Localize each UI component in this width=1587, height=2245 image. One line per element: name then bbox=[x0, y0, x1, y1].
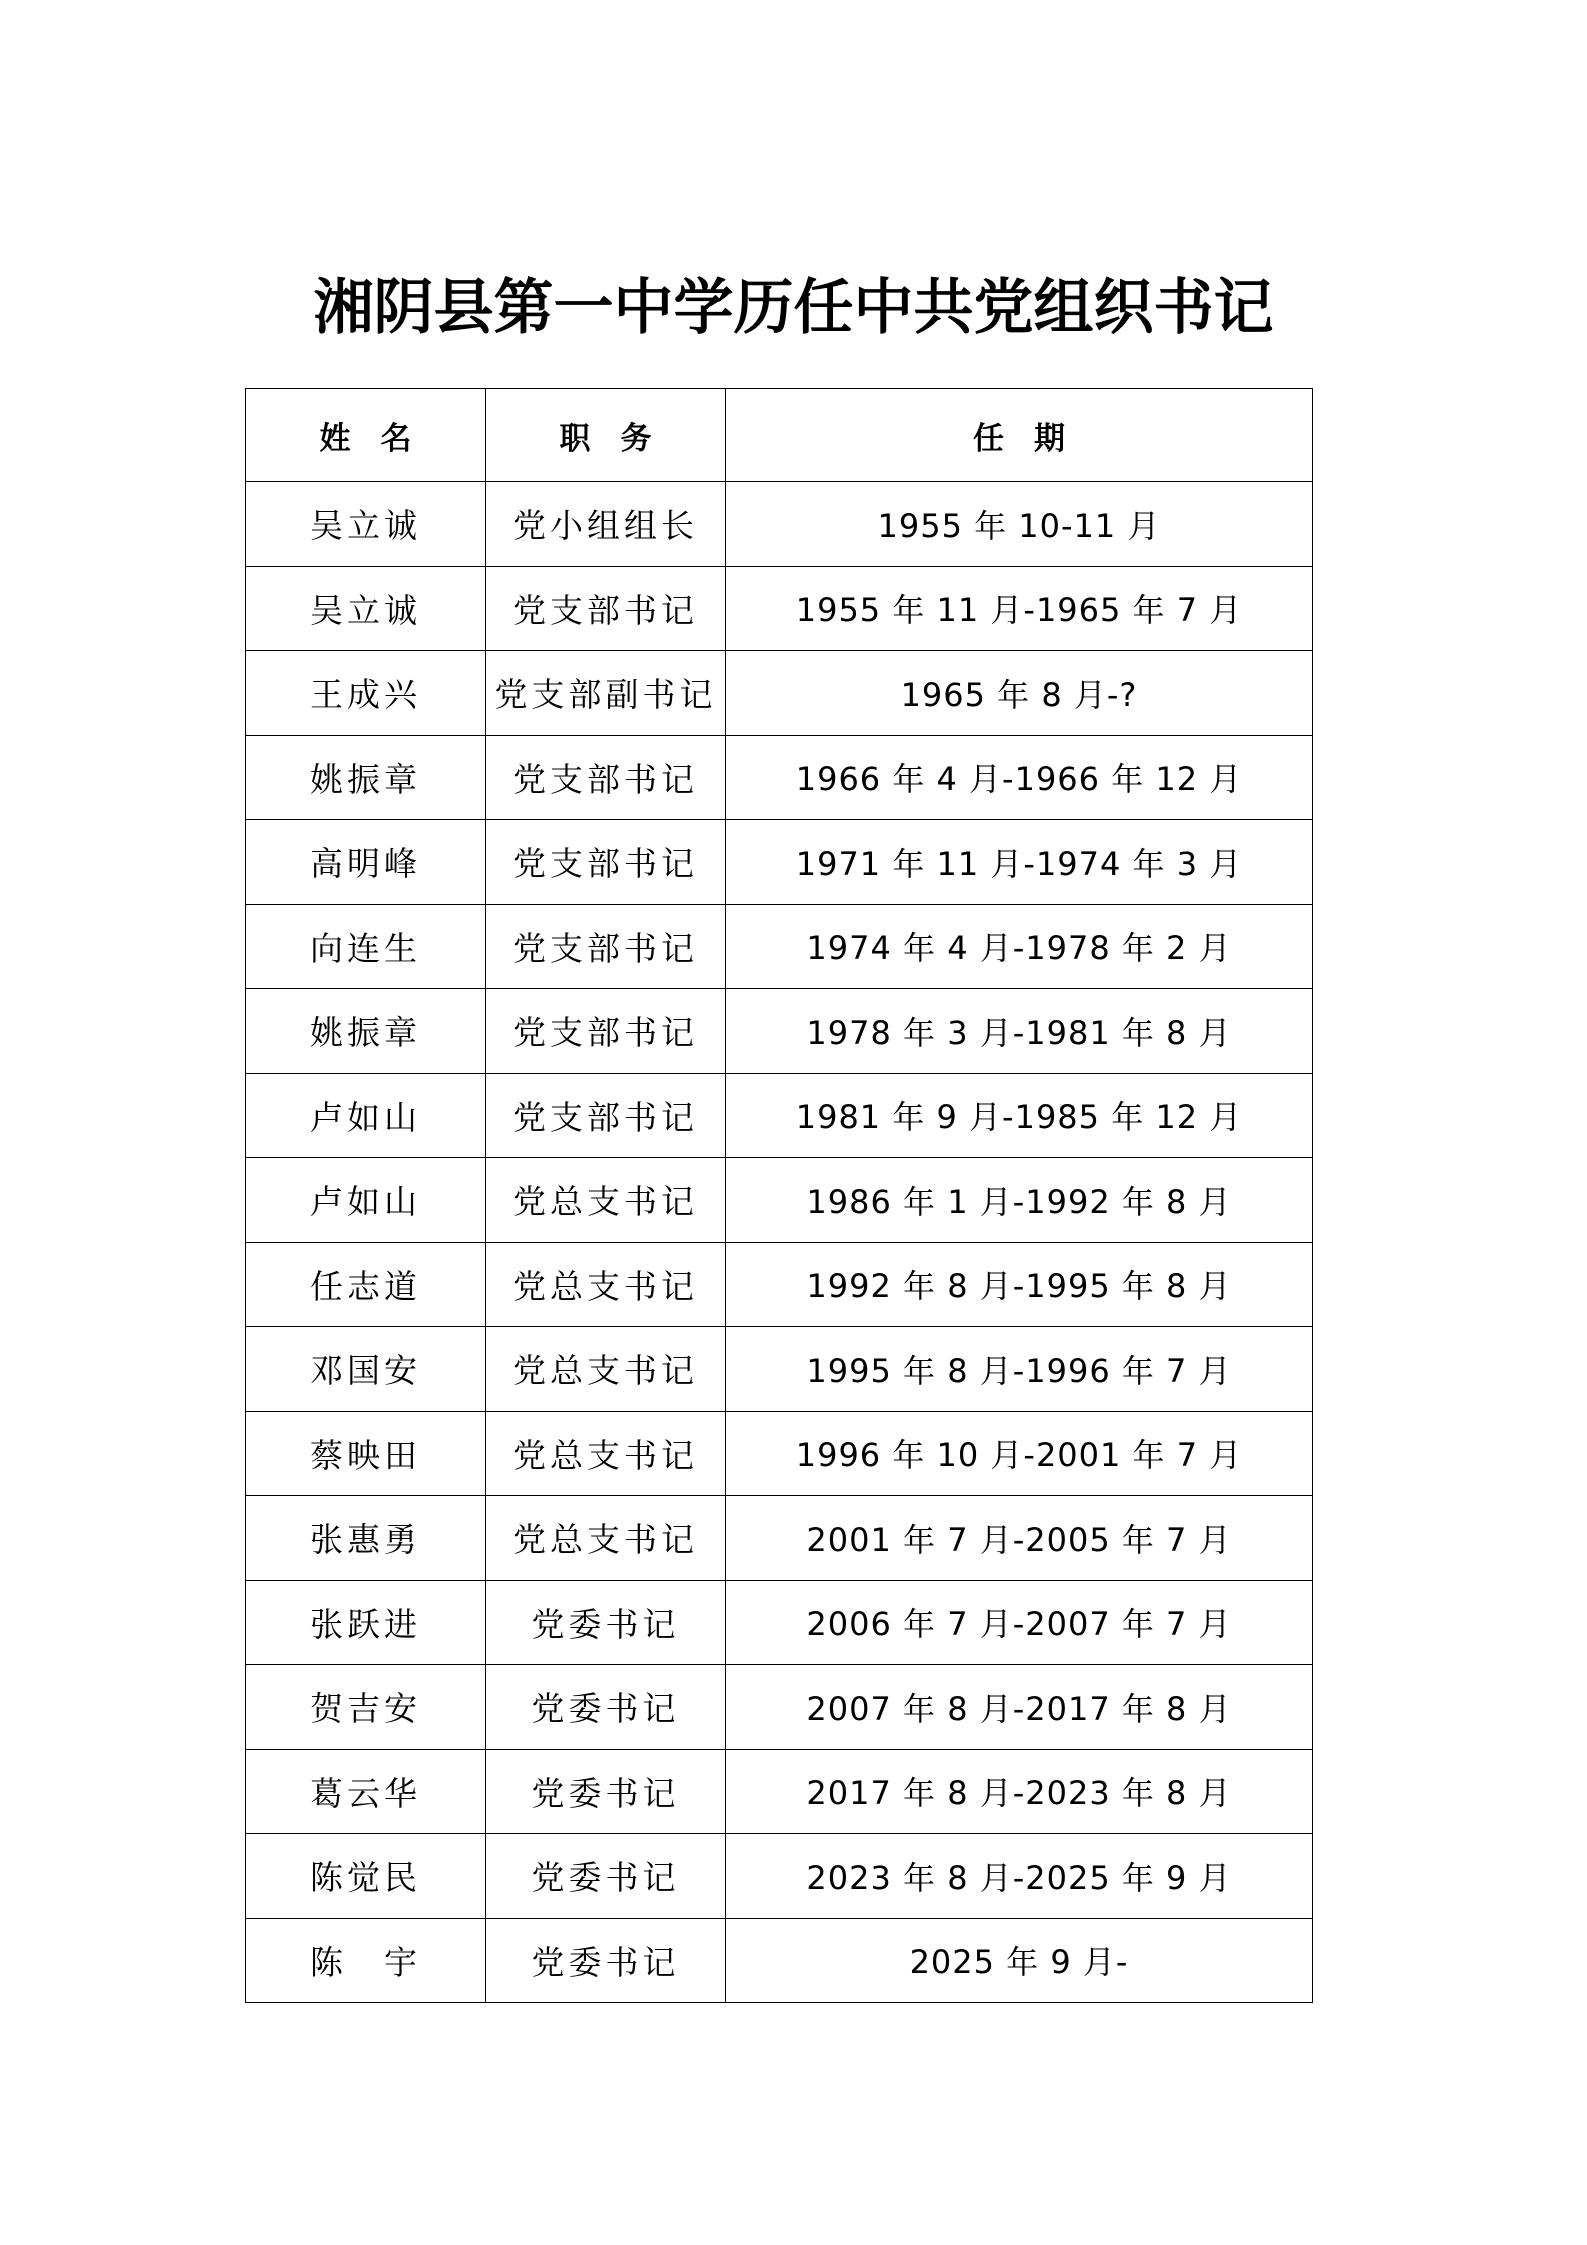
cell-name: 卢如山 bbox=[246, 1158, 486, 1243]
cell-name: 陈 宇 bbox=[246, 1918, 486, 2003]
cell-name: 任志道 bbox=[246, 1242, 486, 1327]
table-row bbox=[246, 1073, 1313, 1158]
cell-name: 姚振章 bbox=[246, 735, 486, 820]
table-row bbox=[246, 989, 1313, 1074]
table-row bbox=[246, 566, 1313, 651]
page-title: 湘阴县第一中学历任中共党组织书记 bbox=[313, 273, 1274, 343]
cell-position: 党支部副书记 bbox=[486, 651, 726, 736]
cell-name: 陈觉民 bbox=[246, 1834, 486, 1919]
cell-position: 党总支书记 bbox=[486, 1496, 726, 1581]
table-row bbox=[246, 735, 1313, 820]
table-row bbox=[246, 651, 1313, 736]
leaders-table-container bbox=[245, 388, 1313, 2003]
cell-term: 1981 年 9 月-1985 年 12 月 bbox=[726, 1073, 1313, 1158]
cell-position: 党总支书记 bbox=[486, 1158, 726, 1243]
cell-position: 党支部书记 bbox=[486, 820, 726, 905]
cell-term: 2001 年 7 月-2005 年 7 月 bbox=[726, 1496, 1313, 1581]
table-row bbox=[246, 482, 1313, 567]
table-row bbox=[246, 1834, 1313, 1919]
table-row bbox=[246, 904, 1313, 989]
cell-name: 吴立诚 bbox=[246, 566, 486, 651]
cell-position: 党支部书记 bbox=[486, 735, 726, 820]
cell-position: 党小组组长 bbox=[486, 482, 726, 567]
cell-term: 2007 年 8 月-2017 年 8 月 bbox=[726, 1665, 1313, 1750]
table-row bbox=[246, 1327, 1313, 1412]
table-row bbox=[246, 1158, 1313, 1243]
cell-position: 党支部书记 bbox=[486, 1073, 726, 1158]
cell-term: 2017 年 8 月-2023 年 8 月 bbox=[726, 1749, 1313, 1834]
cell-term: 2025 年 9 月- bbox=[726, 1918, 1313, 2003]
cell-name: 姚振章 bbox=[246, 989, 486, 1074]
cell-name: 葛云华 bbox=[246, 1749, 486, 1834]
cell-position: 党委书记 bbox=[486, 1665, 726, 1750]
cell-term: 2006 年 7 月-2007 年 7 月 bbox=[726, 1580, 1313, 1665]
table-row bbox=[246, 1496, 1313, 1581]
header-position: 职务 bbox=[486, 389, 726, 482]
cell-term: 1995 年 8 月-1996 年 7 月 bbox=[726, 1327, 1313, 1412]
cell-position: 党总支书记 bbox=[486, 1242, 726, 1327]
cell-name: 张惠勇 bbox=[246, 1496, 486, 1581]
cell-position: 党委书记 bbox=[486, 1749, 726, 1834]
cell-term: 1965 年 8 月-? bbox=[726, 651, 1313, 736]
table-row bbox=[246, 1918, 1313, 2003]
cell-name: 高明峰 bbox=[246, 820, 486, 905]
table-row bbox=[246, 1411, 1313, 1496]
cell-name: 吴立诚 bbox=[246, 482, 486, 567]
table-row bbox=[246, 820, 1313, 905]
cell-term: 1978 年 3 月-1981 年 8 月 bbox=[726, 989, 1313, 1074]
cell-name: 向连生 bbox=[246, 904, 486, 989]
cell-term: 1974 年 4 月-1978 年 2 月 bbox=[726, 904, 1313, 989]
cell-position: 党总支书记 bbox=[486, 1411, 726, 1496]
cell-position: 党支部书记 bbox=[486, 989, 726, 1074]
table-header-row bbox=[246, 389, 1313, 482]
table-row bbox=[246, 1580, 1313, 1665]
cell-position: 党委书记 bbox=[486, 1834, 726, 1919]
table-row bbox=[246, 1242, 1313, 1327]
cell-name: 邓国安 bbox=[246, 1327, 486, 1412]
leaders-table bbox=[245, 388, 1313, 2003]
cell-position: 党总支书记 bbox=[486, 1327, 726, 1412]
cell-position: 党委书记 bbox=[486, 1918, 726, 2003]
cell-name: 贺吉安 bbox=[246, 1665, 486, 1750]
table-body bbox=[246, 482, 1313, 2003]
header-name: 姓名 bbox=[246, 389, 486, 482]
cell-term: 1966 年 4 月-1966 年 12 月 bbox=[726, 735, 1313, 820]
header-term: 任期 bbox=[726, 389, 1313, 482]
cell-term: 1955 年 11 月-1965 年 7 月 bbox=[726, 566, 1313, 651]
cell-term: 2023 年 8 月-2025 年 9 月 bbox=[726, 1834, 1313, 1919]
cell-position: 党支部书记 bbox=[486, 904, 726, 989]
cell-term: 1996 年 10 月-2001 年 7 月 bbox=[726, 1411, 1313, 1496]
cell-name: 王成兴 bbox=[246, 651, 486, 736]
cell-term: 1971 年 11 月-1974 年 3 月 bbox=[726, 820, 1313, 905]
cell-term: 1955 年 10-11 月 bbox=[726, 482, 1313, 567]
cell-term: 1986 年 1 月-1992 年 8 月 bbox=[726, 1158, 1313, 1243]
cell-name: 张跃进 bbox=[246, 1580, 486, 1665]
cell-position: 党委书记 bbox=[486, 1580, 726, 1665]
cell-name: 蔡映田 bbox=[246, 1411, 486, 1496]
cell-position: 党支部书记 bbox=[486, 566, 726, 651]
table-row bbox=[246, 1665, 1313, 1750]
table-row bbox=[246, 1749, 1313, 1834]
cell-term: 1992 年 8 月-1995 年 8 月 bbox=[726, 1242, 1313, 1327]
cell-name: 卢如山 bbox=[246, 1073, 486, 1158]
